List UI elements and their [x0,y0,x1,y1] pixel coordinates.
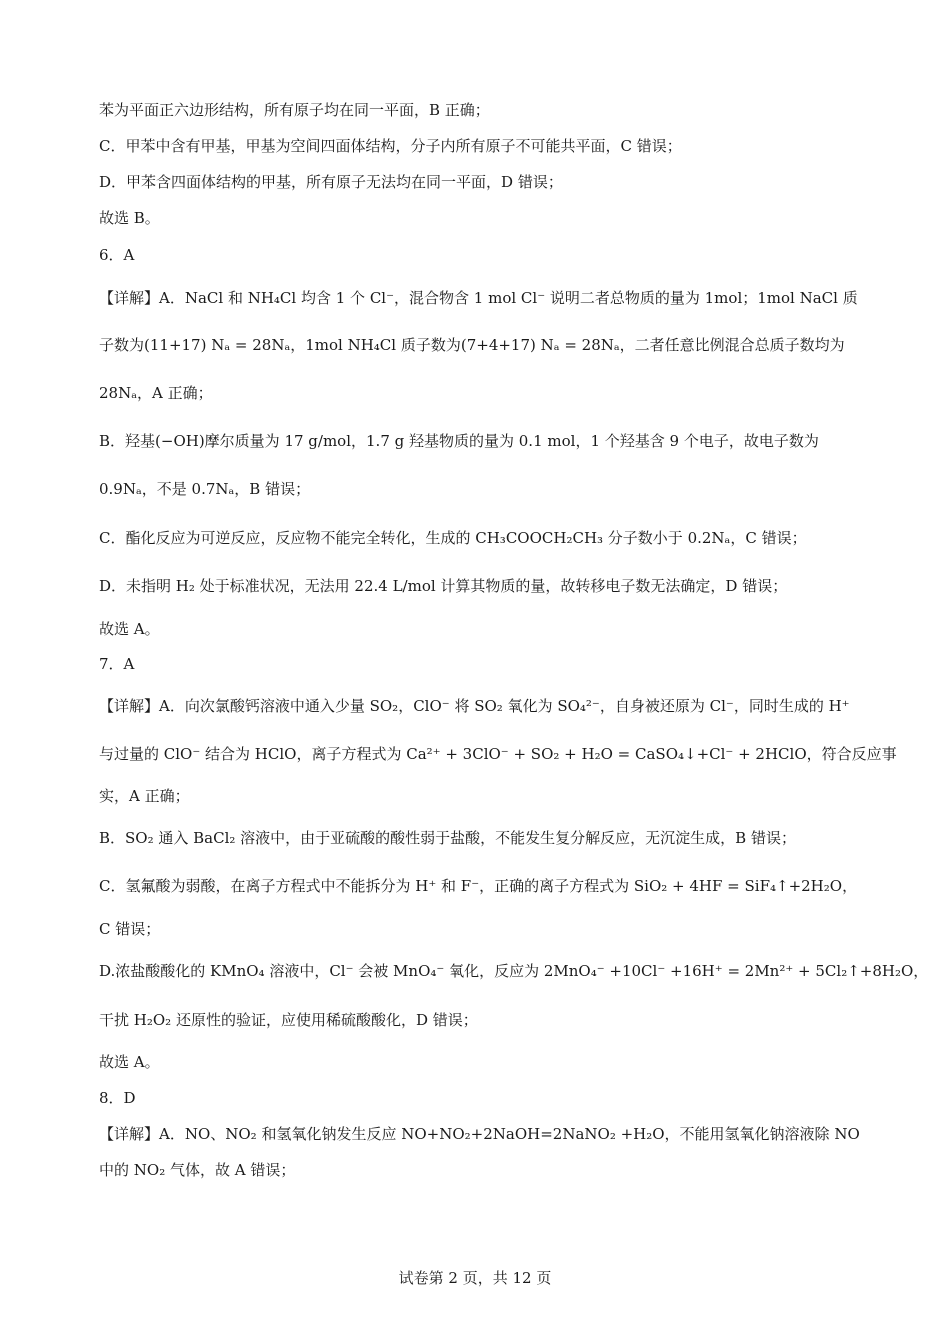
text-line: 【详解】A．NO、NO₂ 和氢氧化钠发生反应 NO+NO₂+2NaOH=2NaNO₂ +H₂O，不能用氢氧化钠溶液除 NO [99,1125,860,1143]
text-line: 实，A 正确； [99,787,190,805]
question-number: 7．A [99,655,135,673]
text-line: 干扰 H₂O₂ 还原性的验证，应使用稀硫酸酸化，D 错误； [99,1011,478,1029]
text-line: C．氢氟酸为弱酸，在离子方程式中不能拆分为 H⁺ 和 F⁻，正确的离子方程式为 SiO₂ + 4HF = SiF₄↑+2H₂O， [99,877,858,895]
text-line: 子数为(11+17) Nₐ = 28Nₐ，1mol NH₄Cl 质子数为(7+4+17) Nₐ = 28Nₐ，二者任意比例混合总质子数均为 [99,336,845,354]
question-number: 6．A [99,246,135,264]
question-number: 8．D [99,1089,136,1107]
text-line: 与过量的 ClO⁻ 结合为 HClO，离子方程式为 Ca²⁺ + 3ClO⁻ + SO₂ + H₂O = CaSO₄↓+Cl⁻ + 2HClO，符合反应事 [99,745,897,763]
text-line: D.浓盐酸酸化的 KMnO₄ 溶液中，Cl⁻ 会被 MnO₄⁻ 氧化，反应为 2MnO₄⁻ +10Cl⁻ +16H⁺ = 2Mn²⁺ + 5Cl₂↑+8H₂O， [99,962,929,980]
text-line: D．未指明 H₂ 处于标准状况，无法用 22.4 L/mol 计算其物质的量，故转移电子数无法确定，D 错误； [99,577,788,595]
text-line: B．羟基(−OH)摩尔质量为 17 g/mol，1.7 g 羟基物质的量为 0.1 mol，1 个羟基含 9 个电子，故电子数为 [99,432,819,450]
text-line: 【详解】A．向次氯酸钙溶液中通入少量 SO₂，ClO⁻ 将 SO₂ 氧化为 SO₄²⁻，自身被还原为 Cl⁻，同时生成的 H⁺ [99,697,850,715]
text-line: 故选 B。 [99,209,160,227]
text-line: D．甲苯含四面体结构的甲基，所有原子无法均在同一平面，D 错误； [99,173,563,191]
text-line: C 错误； [99,920,161,938]
text-line: 中的 NO₂ 气体，故 A 错误； [99,1161,296,1179]
text-line: C．酯化反应为可逆反应，反应物不能完全转化，生成的 CH₃COOCH₂CH₃ 分子数小于 0.2Nₐ，C 错误； [99,529,807,547]
text-line: 苯为平面正六边形结构，所有原子均在同一平面，B 正确； [99,101,490,119]
page-footer: 试卷第 2 页，共 12 页 [398,1269,552,1287]
text-line: 28Nₐ，A 正确； [99,384,213,402]
text-line: 故选 A。 [99,1053,160,1071]
text-line: 0.9Nₐ，不是 0.7Nₐ，B 错误； [99,480,311,498]
text-line: C．甲苯中含有甲基，甲基为空间四面体结构，分子内所有原子不可能共平面，C 错误； [99,137,682,155]
text-line: B．SO₂ 通入 BaCl₂ 溶液中，由于亚硫酸的酸性弱于盐酸，不能发生复分解反应，无沉淀生成，B 错误； [99,829,796,847]
text-line: 故选 A。 [99,620,160,638]
text-line: 【详解】A．NaCl 和 NH₄Cl 均含 1 个 Cl⁻，混合物含 1 mol Cl⁻ 说明二者总物质的量为 1mol；1mol NaCl 质 [99,289,858,307]
